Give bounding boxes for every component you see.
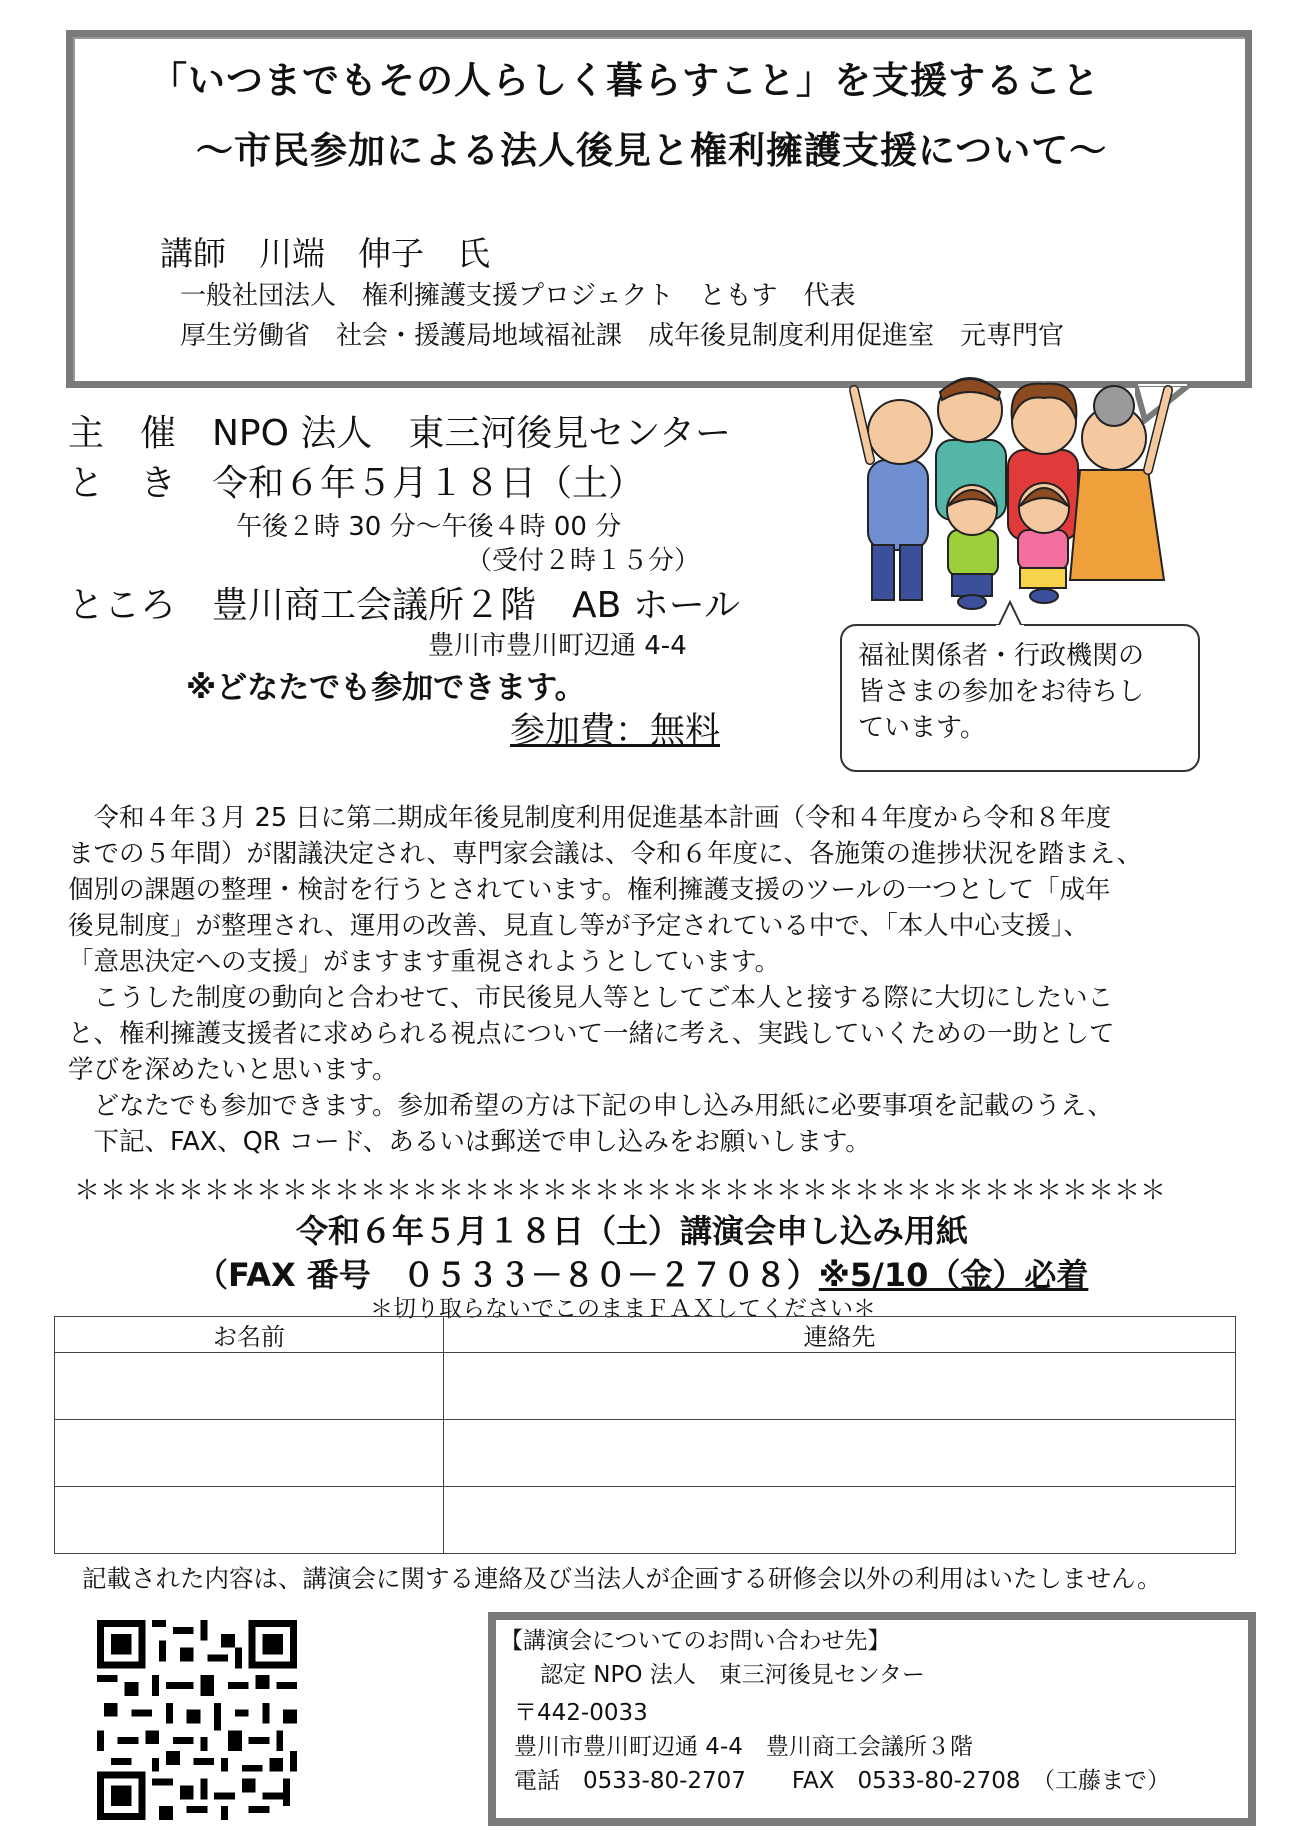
title-line1: 「いつまでもその人らしく暮らすこと」を支援すること <box>150 59 1100 102</box>
name-cell[interactable] <box>55 1420 444 1487</box>
body-line: と、権利擁護支援者に求められる視点について一緒に考え、実践していくための一助として <box>68 1019 1115 1049</box>
anyone-note: ※どなたでも参加できます。 <box>186 670 586 706</box>
body-line: どなたでも参加できます。参加希望の方は下記の申し込み用紙に必要事項を記載のうえ、 <box>68 1091 1113 1121</box>
organizer: 主 催 NPO 法人 東三河後見センター <box>68 413 731 454</box>
table-header-row <box>55 1317 1236 1353</box>
contact-org: 認定 NPO 法人 東三河後見センター <box>540 1662 925 1688</box>
contact-cell[interactable] <box>444 1487 1236 1554</box>
body-line: 後見制度」が整理され、運用の改善、見直し等が予定されている中で、「本人中心支援」、 <box>68 911 1090 941</box>
body-line: 学びを深めたいと思います。 <box>68 1055 398 1085</box>
contact-cell[interactable] <box>444 1420 1236 1487</box>
bubble-text-3: ています。 <box>858 713 986 743</box>
family-illustration <box>848 370 1178 620</box>
lecturer-affiliation-1: 一般社団法人 権利擁護支援プロジェクト ともす 代表 <box>180 281 856 311</box>
event-place: ところ 豊川商工会議所２階 AB ホール <box>68 585 741 626</box>
body-line: 個別の課題の整理・検討を行うとされています。権利擁護支援のツールの一つとして「成年 <box>68 875 1111 905</box>
contact-address: 豊川市豊川町辺通 4-4 豊川商工会議所３階 <box>514 1734 973 1760</box>
col-contact-header: 連絡先 <box>444 1317 1236 1353</box>
body-line: こうした制度の動向と合わせて、市民後見人等としてご本人と接する際に大切にしたいこ <box>68 983 1113 1013</box>
event-address: 豊川市豊川町辺通 4-4 <box>428 631 687 661</box>
contact-tel-fax: 電話 0533-80-2707 FAX 0533-80-2708 （工藤まで） <box>514 1768 1170 1794</box>
lecturer-affiliation-2: 厚生労働省 社会・援護局地域福祉課 成年後見制度利用促進室 元専門官 <box>180 321 1065 351</box>
name-cell[interactable] <box>55 1353 444 1420</box>
body-line: までの５年間）が閣議決定され、専門家会議は、令和６年度に、各施策の進捗状況を踏まえ、 <box>68 839 1143 869</box>
fax-number: （FAX 番号 ０５３３－８０－２７０８） <box>196 1256 819 1294</box>
body-line: 「意思決定への支援」がますます重視されようとしています。 <box>68 947 780 977</box>
participation-fee: 参加費：無料 <box>510 711 721 751</box>
contact-cell[interactable] <box>444 1353 1236 1420</box>
cut-line: ＊＊＊＊＊＊＊＊＊＊＊＊＊＊＊＊＊＊＊＊＊＊＊＊＊＊＊＊＊＊＊＊＊＊＊＊＊＊＊＊＊＊ <box>74 1176 1167 1206</box>
privacy-note: 記載された内容は、講演会に関する連絡及び当法人が企画する研修会以外の利用はいたしません。 <box>82 1564 1162 1593</box>
event-date: と き 令和６年５月１８日（土） <box>68 463 645 504</box>
event-time: 午後２時 30 分～午後４時 00 分 <box>236 512 622 542</box>
contact-zip: 〒442-0033 <box>514 1700 648 1726</box>
body-text <box>68 800 1236 1160</box>
reception-time: （受付２時１５分） <box>466 546 701 576</box>
invitation-bubble <box>840 624 1200 772</box>
contact-heading: 【講演会についてのお問い合わせ先】 <box>500 1628 891 1654</box>
bubble-text-1: 福祉関係者・行政機関の <box>858 641 1145 671</box>
bubble-tail <box>990 600 1030 628</box>
table-row <box>55 1420 1236 1487</box>
col-name-header: お名前 <box>55 1317 444 1353</box>
qr-code[interactable] <box>88 1620 306 1820</box>
application-table <box>54 1316 1236 1554</box>
bubble-text-2: 皆さまの参加をお待ちし <box>858 677 1145 707</box>
table-row <box>55 1487 1236 1554</box>
body-line: 下記、FAX、QR コード、あるいは郵送で申し込みをお願いします。 <box>68 1127 871 1157</box>
fax-note: ＊切り取らないでこのままＦＡＸしてください＊ <box>370 1296 876 1322</box>
lecturer-name: 講師 川端 伸子 氏 <box>160 234 490 273</box>
body-line: 令和４年３月 25 日に第二期成年後見制度利用促進基本計画（令和４年度から令和８年度 <box>68 803 1112 833</box>
deadline: ※5/10（金）必着 <box>818 1256 1089 1294</box>
form-title: 令和６年５月１８日（土）講演会申し込み用紙 <box>296 1212 969 1250</box>
title-line2: ～市民参加による法人後見と権利擁護支援について～ <box>196 129 1108 172</box>
name-cell[interactable] <box>55 1487 444 1554</box>
table-row <box>55 1353 1236 1420</box>
